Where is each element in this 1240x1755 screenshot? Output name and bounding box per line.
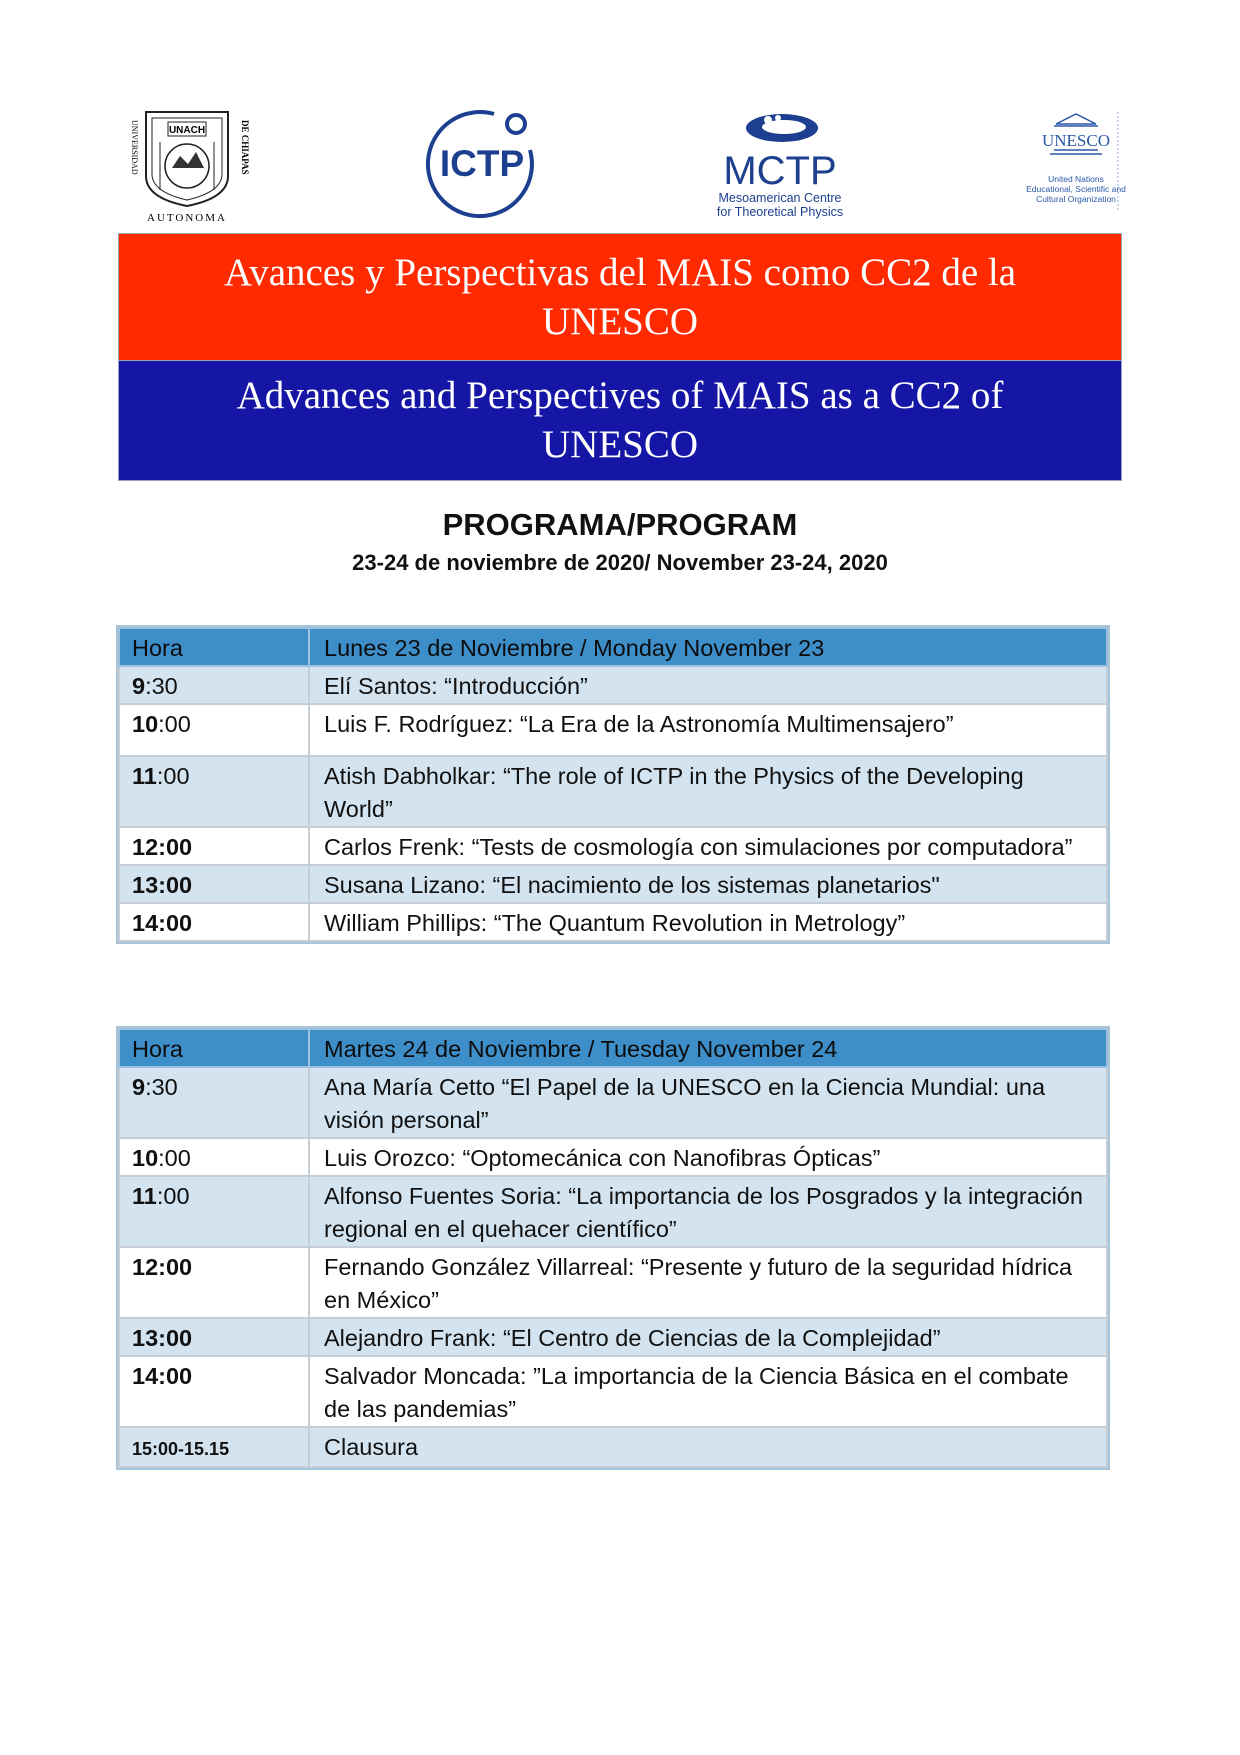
schedule-table-day2 xyxy=(118,1028,1108,1468)
talk-cell: Clausura xyxy=(309,1427,1107,1467)
time-minutes: :00 xyxy=(156,1183,190,1209)
title-spanish-line1: Avances y Perspectivas del MAIS como CC2 de la xyxy=(223,251,1017,294)
program-title: PROGRAMA/PROGRAM xyxy=(442,507,798,542)
table-header-row xyxy=(119,1029,1107,1067)
talk-cell: Carlos Frenk: “Tests de cosmología con simulaciones por computadora” xyxy=(309,827,1107,865)
table-row xyxy=(119,1356,1107,1427)
talk-cell: Salvador Moncada: ”La importancia de la Ciencia Básica en el combate de las pandemias” xyxy=(309,1356,1107,1427)
unach-bottom-text: AUTONOMA xyxy=(147,212,227,224)
table-row xyxy=(119,865,1107,903)
table-row xyxy=(119,1427,1107,1467)
time-cell xyxy=(119,903,309,941)
time-cell xyxy=(119,704,309,756)
time-hour: 9 xyxy=(132,673,146,699)
mctp-logo xyxy=(712,108,850,224)
time-cell xyxy=(119,1176,309,1247)
talk-cell: Luis F. Rodríguez: “La Era de la Astronomía Multimensajero” xyxy=(309,704,1107,756)
table-row xyxy=(119,1176,1107,1247)
time-minutes: :30 xyxy=(145,673,178,699)
table-header-row xyxy=(119,628,1107,666)
table-row xyxy=(119,1067,1107,1138)
table-row xyxy=(119,666,1107,704)
time-cell xyxy=(119,1067,309,1138)
time-hour: 9 xyxy=(132,1074,146,1100)
time-cell xyxy=(119,865,309,903)
title-banner-english xyxy=(118,360,1122,481)
time-cell xyxy=(119,1247,309,1318)
header-day: Martes 24 de Noviembre / Tuesday November 24 xyxy=(309,1029,1107,1067)
time-hour: 10 xyxy=(132,1145,159,1171)
table-row xyxy=(119,1247,1107,1318)
table-row xyxy=(119,704,1107,756)
talk-cell: Atish Dabholkar: “The role of ICTP in the Physics of the Developing World” xyxy=(309,756,1107,827)
mctp-line1: Mesoamerican Centre xyxy=(718,191,842,205)
table-row xyxy=(119,827,1107,865)
unesco-line1: United Nations xyxy=(1048,174,1104,184)
table-row xyxy=(119,756,1107,827)
time-cell xyxy=(119,1138,309,1176)
time-hour: 12:00 xyxy=(132,834,193,860)
unesco-line3: Cultural Organization xyxy=(1036,194,1116,204)
time-hour: 10 xyxy=(132,711,159,737)
title-banner-spanish xyxy=(118,233,1122,361)
mctp-wordmark: MCTP xyxy=(723,149,837,193)
talk-cell: Alejandro Frank: “El Centro de Ciencias de la Complejidad” xyxy=(309,1318,1107,1356)
time-cell xyxy=(119,827,309,865)
time-range: 15:00-15.15 xyxy=(132,1439,230,1459)
time-hour: 14:00 xyxy=(132,1363,193,1389)
talk-cell: Luis Orozco: “Optomecánica con Nanofibras Ópticas” xyxy=(309,1138,1107,1176)
time-hour: 12:00 xyxy=(132,1254,193,1280)
unach-top-arc: UNIVERSIDAD xyxy=(130,120,139,175)
unach-right-arc: DE CHIAPAS xyxy=(240,120,250,175)
time-minutes: :00 xyxy=(158,1145,191,1171)
mctp-line2: for Theoretical Physics xyxy=(716,205,844,219)
talk-cell: Elí Santos: “Introducción” xyxy=(309,666,1107,704)
talk-cell: Susana Lizano: “El nacimiento de los sistemas planetarios" xyxy=(309,865,1107,903)
time-cell xyxy=(119,756,309,827)
title-english-line2: UNESCO xyxy=(541,423,699,466)
talk-cell: Ana María Cetto “El Papel de la UNESCO en la Ciencia Mundial: una visión personal” xyxy=(309,1067,1107,1138)
time-minutes: :00 xyxy=(156,763,190,789)
unach-logo xyxy=(124,106,250,224)
unach-shield-text: UNACH xyxy=(168,125,206,136)
time-cell xyxy=(119,1427,309,1467)
time-cell xyxy=(119,1356,309,1427)
time-cell xyxy=(119,666,309,704)
time-hour: 14:00 xyxy=(132,910,193,936)
talk-cell: Fernando González Villarreal: “Presente y futuro de la seguridad hídrica en México” xyxy=(309,1247,1107,1318)
time-cell xyxy=(119,1318,309,1356)
ictp-logo xyxy=(424,106,540,222)
header-time: Hora xyxy=(119,628,309,666)
unesco-logo xyxy=(1020,112,1132,218)
talk-cell: Alfonso Fuentes Soria: “La importancia de los Posgrados y la integración regional en el quehacer científico” xyxy=(309,1176,1107,1247)
schedule-table-day1 xyxy=(118,627,1108,942)
time-hour: 11 xyxy=(132,1183,157,1209)
table-row xyxy=(119,1138,1107,1176)
ictp-wordmark: ICTP xyxy=(439,143,525,184)
table-row xyxy=(119,1318,1107,1356)
time-minutes: :00 xyxy=(158,711,191,737)
header-day: Lunes 23 de Noviembre / Monday November 23 xyxy=(309,628,1107,666)
title-english-line1: Advances and Perspectives of MAIS as a CC2 of xyxy=(236,374,1004,417)
program-dates: 23-24 de noviembre de 2020/ November 23-24, 2020 xyxy=(352,550,888,575)
header-time: Hora xyxy=(119,1029,309,1067)
unesco-wordmark: UNESCO xyxy=(1041,131,1111,150)
unesco-line2: Educational, Scientific and xyxy=(1026,184,1126,194)
talk-cell: William Phillips: “The Quantum Revolution in Metrology” xyxy=(309,903,1107,941)
time-minutes: :30 xyxy=(145,1074,178,1100)
title-spanish-line2: UNESCO xyxy=(541,300,699,343)
time-hour: 13:00 xyxy=(132,872,193,898)
time-hour: 11 xyxy=(132,763,157,789)
table-row xyxy=(119,903,1107,941)
time-hour: 13:00 xyxy=(132,1325,193,1351)
